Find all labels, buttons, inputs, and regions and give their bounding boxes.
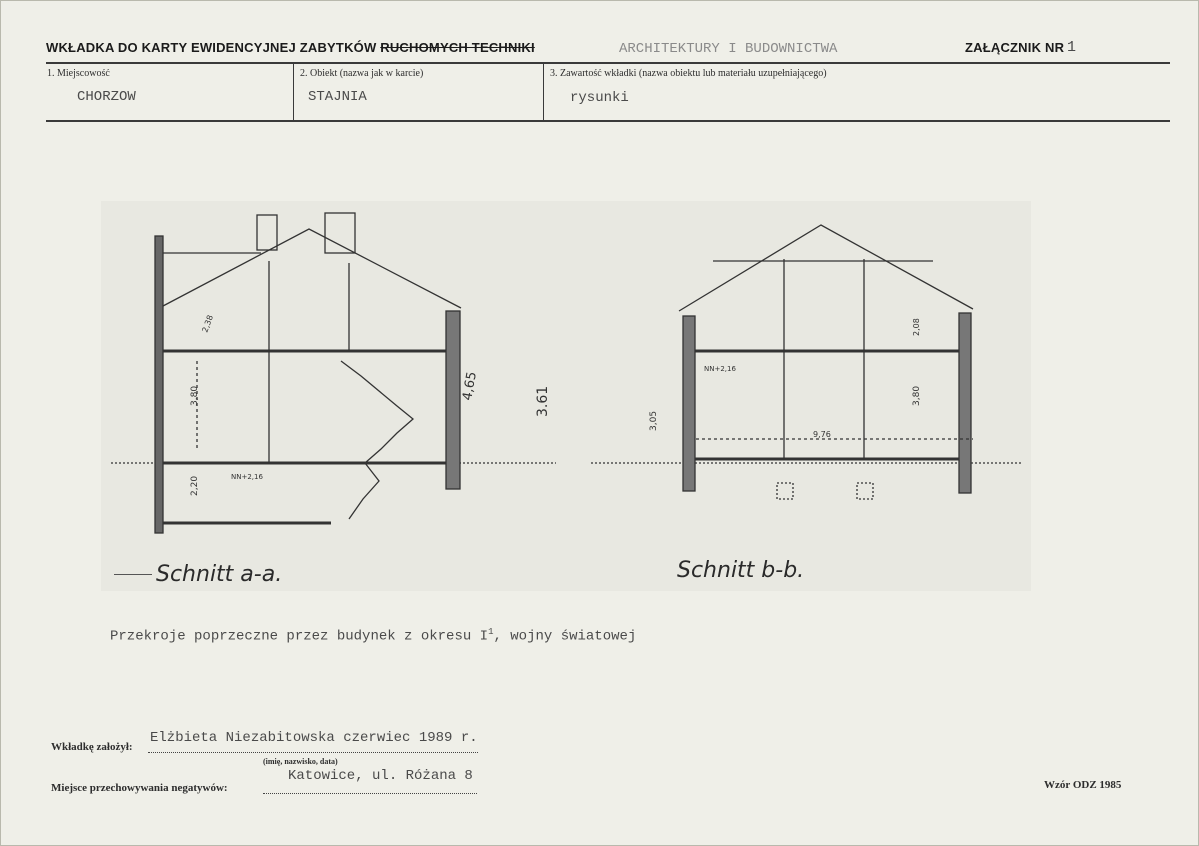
title-struck: RUCHOMYCH TECHNIKI [380, 40, 535, 55]
form-code: Wzór ODZ 1985 [1044, 779, 1122, 791]
fields-rule [46, 120, 1170, 122]
attachment-number: 1 [1067, 39, 1077, 56]
object-label: 2. Obiekt (nazwa jak w karcie) [300, 68, 424, 79]
attachment-label: ZAŁĄCZNIK NR [965, 40, 1065, 55]
contents-value: rysunki [570, 90, 629, 106]
storage-value: Katowice, ul. Różana 8 [288, 768, 473, 784]
dim-a-level: NN+2,16 [231, 473, 263, 481]
object-value: STAJNIA [308, 89, 367, 105]
field-divider-2 [543, 64, 544, 121]
dim-a-roof: 2,38 [200, 313, 215, 334]
dim-mid: 3.61 [535, 385, 551, 417]
caption-section-a: Schnitt a-a. [156, 562, 283, 587]
title-typed: ARCHITEKTURY I BUDOWNICTWA [619, 41, 838, 57]
created-by-value: Elżbieta Niezabitowska czerwiec 1989 r. [150, 730, 478, 746]
description: Przekroje poprzeczne przez budynek z okresu $I^1$, wojny światowej [110, 627, 637, 645]
dim-a-lower: 2,20 [190, 475, 200, 496]
location-value: CHORZOW [77, 89, 136, 105]
dim-b-right: 3,80 [912, 385, 922, 406]
contents-label: 3. Zawartość wkładki (nazwa obiektu lub materiału uzupełniającego) [550, 68, 827, 79]
dim-a-upper: 3,80 [190, 385, 200, 406]
card-title [46, 40, 535, 55]
storage-label: Miejsce przechowywania negatywów: [51, 782, 228, 794]
right-wall-a [446, 311, 460, 489]
title-prefix: WKŁADKA DO KARTY EWIDENCYJNEJ ZABYTKÓW [46, 40, 377, 55]
description-superscript: 1 [488, 627, 494, 637]
dim-b-span: 9,76 [813, 430, 831, 439]
section-drawing [101, 201, 1031, 601]
drawing-sheet [101, 201, 1031, 591]
created-by-hint: (imię, nazwisko, data) [263, 757, 338, 766]
caption-a-dash [114, 574, 152, 575]
left-wall-a [155, 236, 163, 533]
storage-line [263, 793, 477, 794]
description-suffix: wojny światowej [510, 628, 637, 645]
header-rule [46, 62, 1170, 64]
location-label: 1. Miejscowość [47, 68, 110, 79]
dim-side: 4,65 [460, 370, 480, 402]
right-wall-b [959, 313, 971, 493]
left-wall-b [683, 316, 695, 491]
dim-b-roof: 2,08 [912, 318, 921, 336]
dim-b-left: 3,05 [649, 410, 659, 431]
created-by-line [148, 752, 478, 753]
created-by-label: Wkładkę założył: [51, 741, 133, 753]
caption-section-b: Schnitt b-b. [677, 558, 805, 583]
field-divider-1 [293, 64, 294, 121]
dim-b-level: NN+2,16 [704, 365, 736, 373]
description-text: Przekroje poprzeczne przez budynek z okresu I [110, 628, 489, 645]
